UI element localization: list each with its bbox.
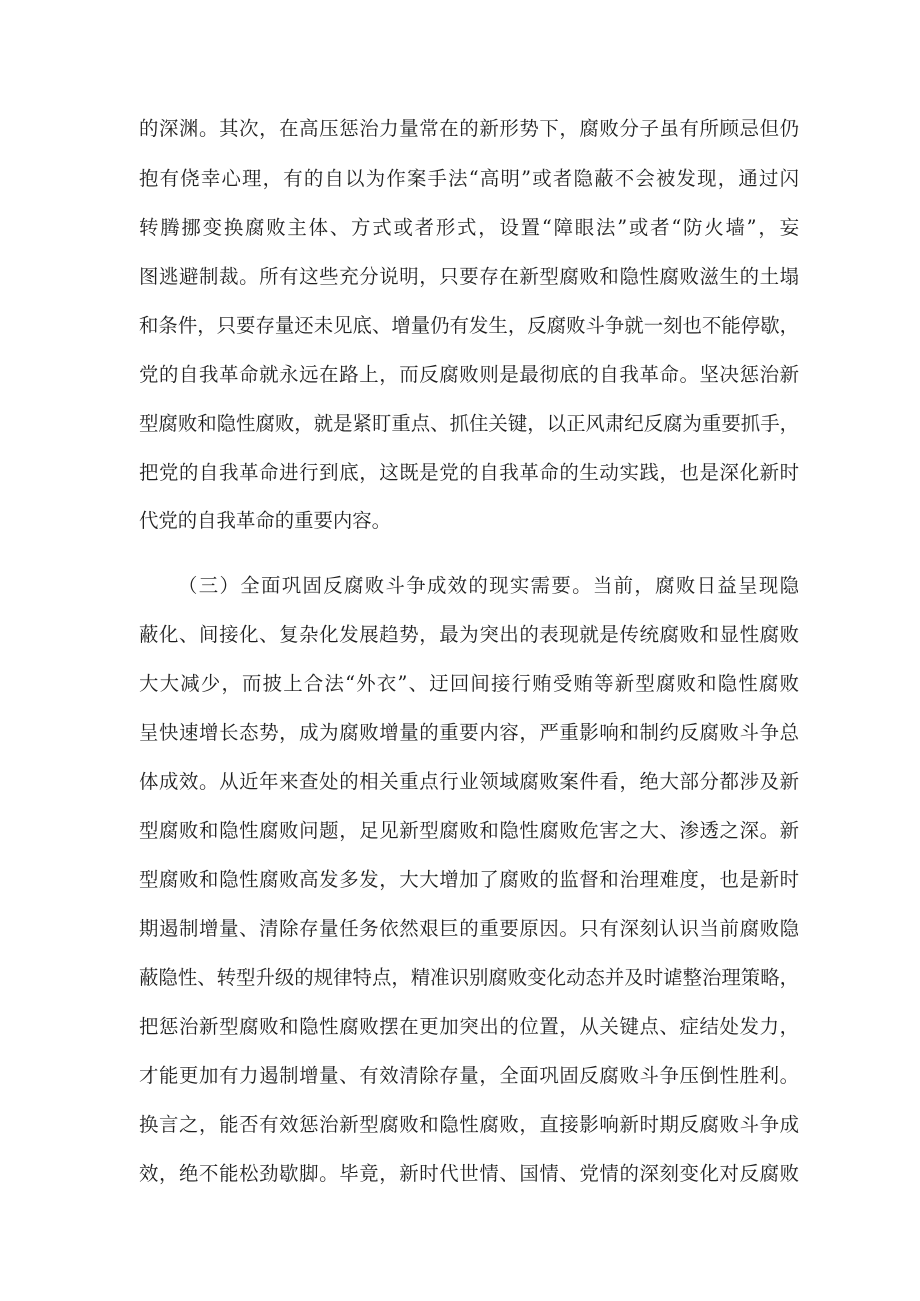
text-line: 把惩治新型腐败和隐性腐败摆在更加突出的位置，从关键点、症结处发力， bbox=[139, 1015, 799, 1038]
section-heading-line: （三）全面巩固反腐败斗争成效的现实需要。当前，腐败日益呈现隐 bbox=[178, 574, 799, 597]
text-line: 和条件，只要存量还未见底、增量仍有发生，反腐败斗争就一刻也不能停歇， bbox=[139, 314, 799, 337]
text-line: 党的自我革命就永远在路上，而反腐败则是最彻底的自我革命。坚决惩治新 bbox=[139, 363, 799, 386]
text-line: 期遏制增量、清除存量任务依然艰巨的重要原因。只有深刻认识当前腐败隐 bbox=[139, 917, 799, 940]
text-line: 蔽化、间接化、复杂化发展趋势，最为突出的表现就是传统腐败和显性腐败 bbox=[139, 623, 799, 646]
text-line: 体成效。从近年来查处的相关重点行业领域腐败案件看，绝大部分都涉及新 bbox=[139, 770, 799, 793]
text-line: 效，绝不能松劲歇脚。毕竟，新时代世情、国情、党情的深刻变化对反腐败 bbox=[139, 1162, 799, 1185]
text-line: 蔽隐性、转型升级的规律特点，精准识别腐败变化动态并及时谑整治理策略， bbox=[139, 966, 799, 989]
text-line: 型腐败和隐性腐败问题，足见新型腐败和隐性腐败危害之大、渗透之深。新 bbox=[139, 819, 799, 842]
text-line: 换言之，能否有效惩治新型腐败和隐性腐败，直接影响新时期反腐败斗争成 bbox=[139, 1113, 799, 1136]
text-line: 型腐败和隐性腐败高发多发，大大增加了腐败的监督和治理难度，也是新时 bbox=[139, 868, 799, 891]
text-line: 抱有侥幸心理，有的自以为作案手法“高明”或者隐蔽不会被发现，通过闪 bbox=[139, 167, 799, 190]
text-line: 代党的自我革命的重要内容。 bbox=[139, 509, 392, 532]
text-line: 的深渊。其次，在高压惩治力量常在的新形势下，腐败分子虽有所顾忌但仍 bbox=[139, 117, 799, 140]
text-line: 才能更加有力遏制增量、有效清除存量，全面巩固反腐败斗争压倒性胜利。 bbox=[139, 1064, 799, 1087]
text-line: 大大减少，而披上合法“外衣”、迂回间接行贿受贿等新型腐败和隐性腐败 bbox=[139, 672, 799, 695]
text-line: 呈快速增长态势，成为腐败增量的重要内容，严重影响和制约反腐败斗争总 bbox=[139, 721, 799, 744]
text-line: 型腐败和隐性腐败，就是紧盯重点、抓住关键，以正风肃纪反腐为重要抓手， bbox=[139, 412, 799, 435]
text-line: 转腾挪变换腐败主体、方式或者形式，设置“障眼法”或者“防火墙”，妄 bbox=[139, 216, 799, 239]
text-line: 把党的自我革命进行到底，这既是党的自我革命的生动实践，也是深化新时 bbox=[139, 461, 799, 484]
text-line: 图逃避制裁。所有这些充分说明，只要存在新型腐败和隐性腐败滋生的土塌 bbox=[139, 265, 799, 288]
